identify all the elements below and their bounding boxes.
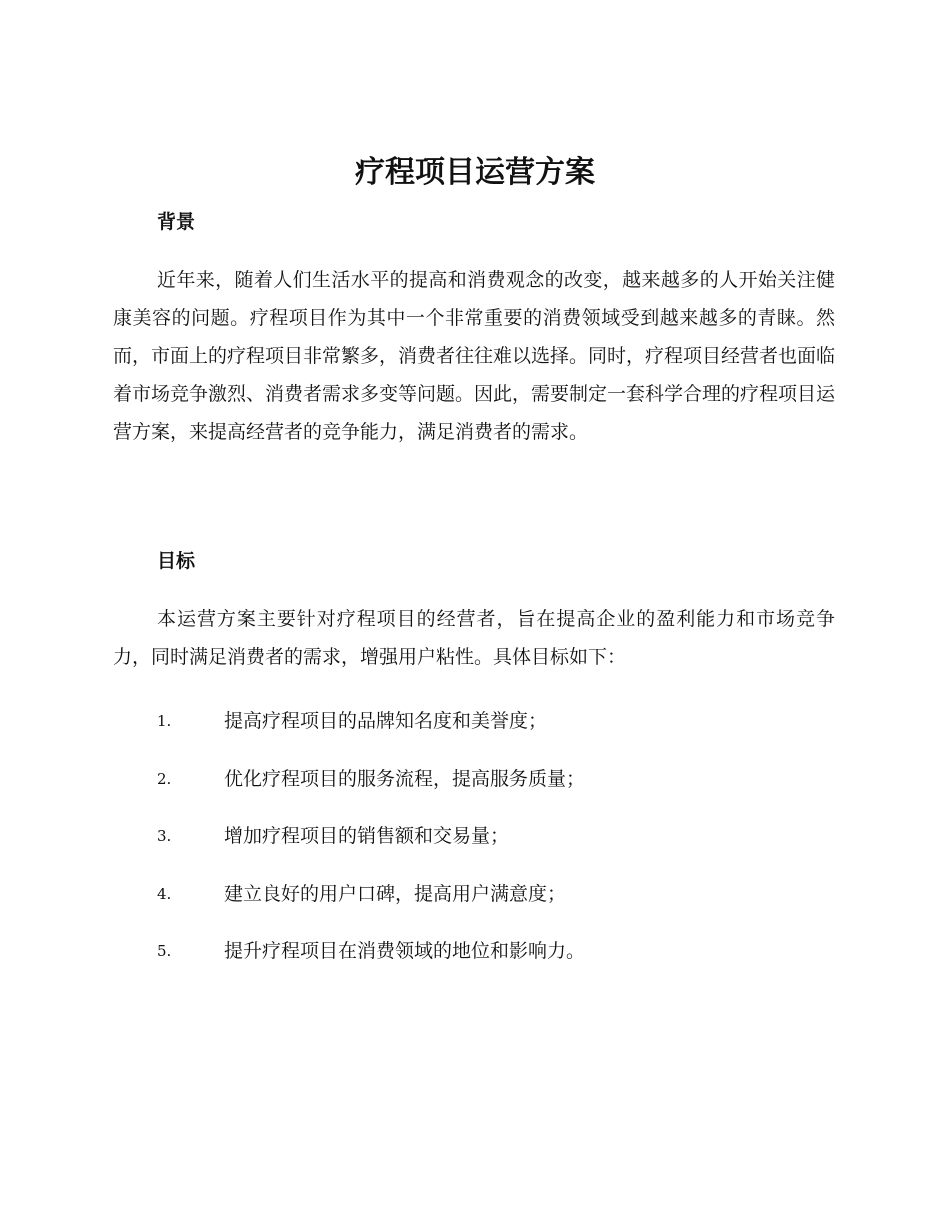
goal-item [0,756,950,814]
goal-text: 提高疗程项目的品牌知名度和美誉度； [224,710,548,732]
goal-item [0,698,950,756]
goal-text: 优化疗程项目的服务流程，提高服务质量； [224,767,586,790]
goal-item [0,928,950,986]
goal-list [0,698,950,986]
goal-number: 2. [157,769,172,788]
goal-item [0,813,950,871]
section-heading-background: 背景 [157,211,196,233]
goal-item [0,871,950,929]
goal-text: 提升疗程项目在消费领域的地位和影响力。 [224,940,586,962]
goal-number: 5. [157,942,172,960]
background-paragraph: 近年来，随着人们生活水平的提高和消费观念的改变，越来越多的人开始关注健康美容的问题。疗程项目作为其中一个非常重要的消费领域受到越来越多的青睐。然而，市面上的疗程项目非常繁多，消费者往往难以选择。同时，疗程项目经营者也面临着市场竞争激烈、消费者需求多变等问题。因此，需要制定一套科学合理的疗程项目运营方案，来提高经营者的竞争能力，满足消费者的需求。 [113,269,836,443]
document-title: 疗程项目运营方案 [355,155,595,190]
goal-text: 建立良好的用户口碑，提高用户满意度； [224,882,567,905]
section-heading-goals: 目标 [157,550,196,572]
goal-number: 4. [157,884,172,903]
goal-text: 增加疗程项目的销售额和交易量； [224,825,510,847]
goal-number: 1. [157,712,172,730]
goal-number: 3. [157,827,172,845]
goals-paragraph: 本运营方案主要针对疗程项目的经营者，旨在提高企业的盈利能力和市场竞争力，同时满足消费者的需求，增强用户粘性。具体目标如下： [113,608,835,668]
